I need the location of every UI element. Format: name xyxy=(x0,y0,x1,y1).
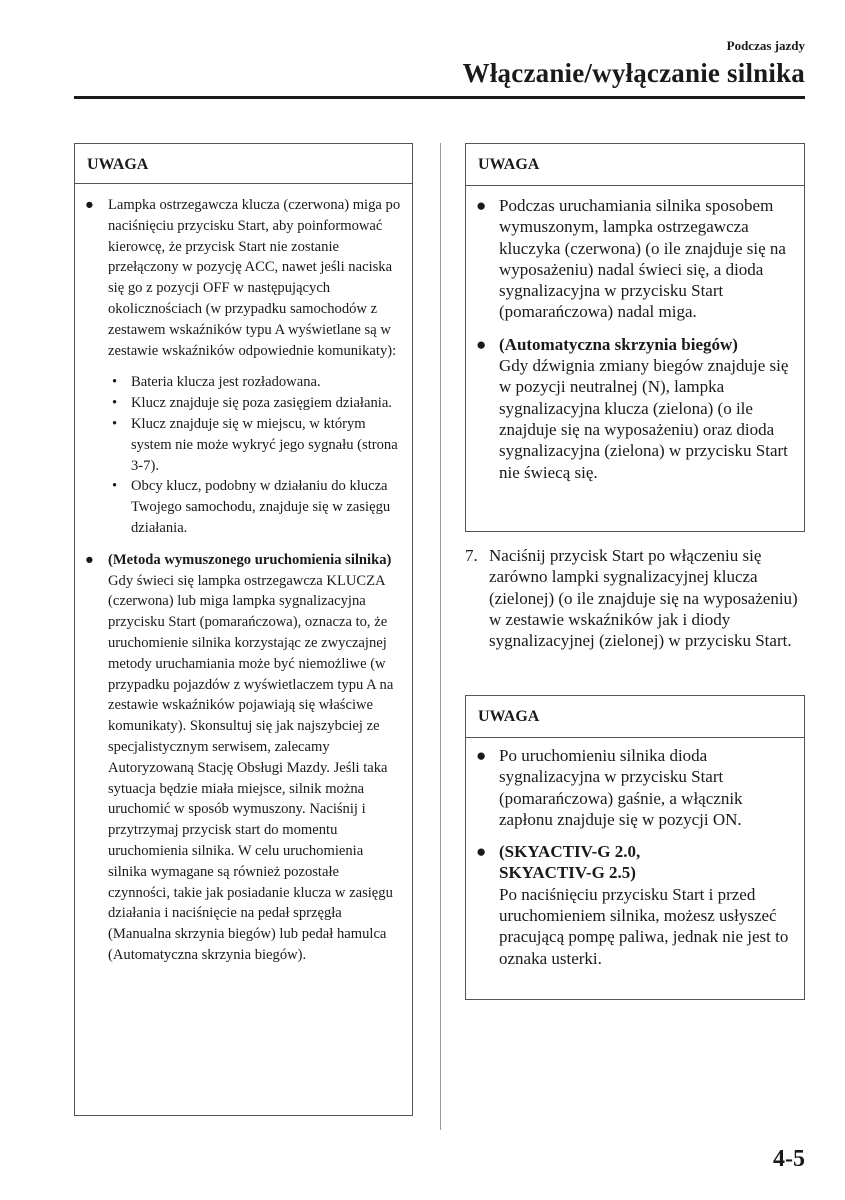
sub-item-text: Klucz znajduje się w miejscu, w którym system nie może wykryć jego sygnału (strona 3-7). xyxy=(131,415,398,474)
bullet-icon: ● xyxy=(476,842,487,862)
page-title: Włączanie/wyłączanie silnika xyxy=(462,58,805,88)
bullet-list xyxy=(466,195,794,483)
step-7 xyxy=(465,545,805,651)
column-divider xyxy=(440,143,441,1130)
list-item xyxy=(466,745,794,830)
step-text: Naciśnij przycisk Start po włączeniu się zarówno lampki sygnalizacyjnej klucza (zielonej) (o ile znajduje się na wyposażeniu) w zestawie wskaźników jak i diody sygnalizacyjnej (zielonej) w przycisku Start. xyxy=(489,546,798,651)
bullet-heading: SKYACTIV-G 2.5) xyxy=(499,863,636,883)
step-number: 7. xyxy=(465,546,478,565)
sub-item-text: Bateria klucza jest rozładowana. xyxy=(131,374,321,391)
right-caution-box-bottom xyxy=(465,695,805,1000)
bullet-icon: ● xyxy=(85,197,94,213)
caution-body xyxy=(466,186,804,483)
bullet-heading: (Automatyczna skrzynia biegów) xyxy=(499,334,738,354)
sub-bullet-icon: • xyxy=(112,374,118,391)
bullet-heading: (SKYACTIV-G 2.0, xyxy=(499,842,641,862)
left-caution-box xyxy=(74,143,413,1116)
sub-bullet-icon: • xyxy=(112,395,118,412)
sub-list xyxy=(108,372,402,538)
list-item xyxy=(466,195,794,323)
bullet-list xyxy=(466,745,794,969)
sub-list-item xyxy=(108,393,402,414)
list-item xyxy=(466,841,794,969)
caution-heading: UWAGA xyxy=(466,144,804,186)
page-number: 4-5 xyxy=(773,1146,805,1172)
bullet-icon: ● xyxy=(476,196,487,215)
sub-list-item xyxy=(108,372,402,393)
bullet-heading: (Metoda wymuszonego uruchomienia silnika) xyxy=(108,551,392,568)
caution-heading: UWAGA xyxy=(466,696,804,738)
sub-bullet-icon: • xyxy=(112,415,118,432)
sub-list-item xyxy=(108,476,402,538)
section-label: Podczas jazdy xyxy=(726,38,805,53)
bullet-text: Po naciśnięciu przycisku Start i przed uruchomieniem silnika, możesz usłyszeć pracującą pompę paliwa, jednak nie jest to oznaka usterki. xyxy=(499,884,789,968)
caution-heading: UWAGA xyxy=(75,144,412,184)
sub-item-text: Klucz znajduje się poza zasięgiem działania. xyxy=(131,395,392,412)
caution-body xyxy=(75,184,412,966)
bullet-text: Po uruchomieniu silnika dioda sygnalizacyjna w przycisku Start (pomarańczowa) gaśnie, a włącznik zapłonu znajduje się w pozycji ON. xyxy=(499,746,743,829)
caution-body xyxy=(466,738,804,969)
header-rule xyxy=(74,96,805,99)
list-item xyxy=(75,550,402,966)
bullet-list xyxy=(75,195,402,966)
bullet-icon: ● xyxy=(85,551,94,568)
bullet-icon: ● xyxy=(476,746,487,765)
sub-item-text: Obcy klucz, podobny w działaniu do klucza Twojego samochodu, znajduje się w zasięgu działania. xyxy=(131,478,391,536)
bullet-text: Gdy dźwignia zmiany biegów znajduje się w pozycji neutralnej (N), lampka sygnalizacyjna klucza (zielona) (o ile znajduje się na wyposażeniu) oraz dioda sygnalizacyjna (zielona) w przycisku Start nie świecą się. xyxy=(499,356,789,482)
list-item xyxy=(466,334,794,483)
sub-bullet-icon: • xyxy=(112,478,118,495)
right-caution-box-top xyxy=(465,143,805,532)
sub-list-item xyxy=(108,414,402,476)
bullet-text: Lampka ostrzegawcza klucza (czerwona) miga po naciśnięciu przycisku Start, aby poinformować kierowcę, że przycisk Start nie zostanie przełączony w pozycję ACC, nawet jeśli naciska się go z pozycji OFF w następujących okolicznościach (w przypadku samochodów z zestawem wskaźników typu A wyświetlane są w zestawie wskaźników odpowiednie komunikaty): xyxy=(108,197,401,359)
list-item xyxy=(75,195,402,539)
bullet-text: Podczas uruchamiania silnika sposobem wymuszonym, lampka ostrzegawcza kluczyka (czerwona) (o ile znajduje się na wyposażeniu) nadal świeci się, a dioda sygnalizacyjna w przycisku Start (pomarańczowa) nadal miga. xyxy=(499,196,786,322)
bullet-icon: ● xyxy=(476,334,487,354)
bullet-text: Gdy świeci się lampka ostrzegawcza KLUCZA (czerwona) lub miga lampka sygnalizacyjna przycisku Start (pomarańczowa), oznacza to, że uruchomienie silnika korzystając ze zwyczajnej metody uruchamiania może być niemożliwe (w przypadku pojazdów z wyświetlaczem typu A na zestawie wskaźników pojawiają się właściwe komunikaty). Skonsultuj się jak najszybciej ze specjalistycznym serwisem, zalecamy Autoryzowaną Stację Obsługi Mazdy. Jeśli taka sytuacja będzie miała miejsce, silnik można uruchomić w sposób wymuszony. Naciśnij i przytrzymaj przycisk start do momentu uruchomienia silnika. W celu uruchomienia silnika wymagane są również pozostałe czynności, takie jak posiadanie klucza w zasięgu działania i naciśnięcie na pedał sprzęgła (Manualna skrzynia biegów) lub pedał hamulca (Automatyczna skrzynia biegów). xyxy=(108,572,394,963)
